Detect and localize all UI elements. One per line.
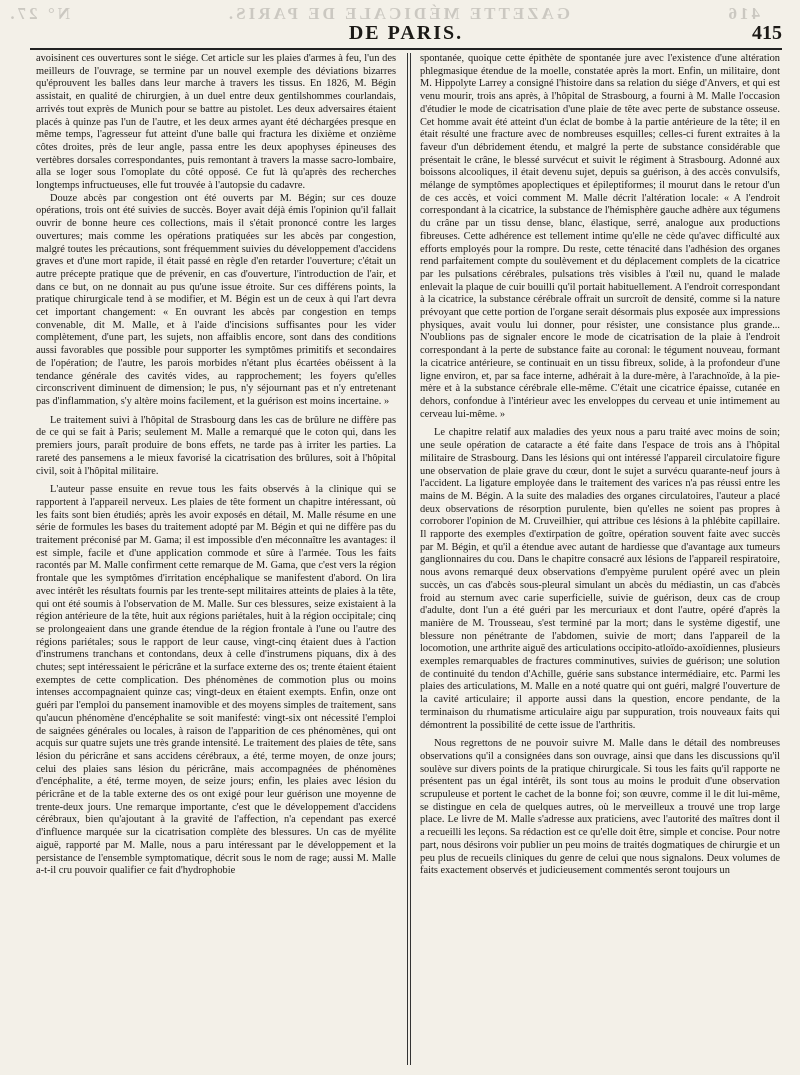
paragraph: spontanée, quoique cette épithète de spontanée jure avec l'existence d'une altération phlegmasique étendue de la moelle, constatée après la mort. Enfin, un militaire, dont M. Hippolyte Larrey a consigné l'histoire dans sa relation du siége d'Anvers, et qui est venu mourir, trois ans après, à l'hôpital de Strasbourg, a fourni à M. Malle l'occasion d'étudier le mode de cicatrisation d'une plaie de tête avec perte de substance osseuse. Cet homme avait été atteint d'un éclat de bombe à la partie antérieure de la tête; il en était résulté une fracture avec de nombreuses esquilles; celles-ci furent extraites à la faveur d'un débridement étendu, et malgré la perte de substance considérable que présentait le crâne, le blessé survécut et suivit le régiment à Strasbourg. Adonné aux boissons alcooliques, il était devenu sujet, depuis sa guérison, à des accès convulsifs, mélange de symptômes apoplectiques et épileptiformes; il mourut dans le retour d'un de ces accès, et voici comment M. Malle décrit l'altération locale: « A l'endroit correspondant à la cicatrice, la substance de l'hémisphère gauche adhère aux tégumens du crâne par un tissu dense, blanc, élastique, serré, analogue aux productions fibreuses. Cette adhérence est tellement intime qu'elle ne cède qu'avec difficulté aux efforts employés pour la rompre. Du reste, cette ténacité dans l'adhésion des organes rend parfaitement compte du soulèvement et du déplacement complets de la cicatrice par les pulsations cérébrales, pulsations très visibles à l'œil nu, quand le malade enlevait la plaque de cuir bouilli qu'il portait habituellement. A l'endroit correspondant à la cicatrice, la substance cérébrale offrait un surcroît de densité, comme si la nature prévoyant que cette portion de l'organe serait désormais plus exposée aux impressions physiques, avait voulu lui donner, pour résister, une consistance plus grande... N'oublions pas de signaler encore le mode de cicatrisation de la plaie à l'endroit correspondant à la perte de substance faite au coronal: le tégument nouveau, formant la cicatrice antérieure, se continuait en un tissu fibreux, solide, à la profondeur d'une ligne environ, et, par sa face interne, adhérait à la dure-mère, à l'arachnoïde, à la pie-mère et à la substance cérébrale elle-même. C'était une cicatrice épaisse, cutanée en dehors, confondue à l'intérieur avec les enveloppes du cerveau et unie intimement au cerveau lui-même. » [420, 53, 780, 420]
paragraph: Le traitement suivi à l'hôpital de Strasbourg dans les cas de brûlure ne diffère pas de ce qui se fait à Paris; seulement M. Malle a remarqué que le coton qui, dans les premiers jours, paraît produire de bons effets, ne tarde pas à irriter les parties. La rareté des pansemens a le mieux favorisé la cicatrisation des brûlures, soit à l'hôpital civil, soit à l'hôpital militaire. [36, 414, 396, 477]
paragraph: Douze abcès par congestion ont été ouverts par M. Bégin; sur ces douze opérations, trois ont été suivies de succès. Boyer avait déjà émis l'opinion qu'il fallait ouvrir de bonne heure ces collections, mais il s'était prononcé contre les larges ouvertures; mais comme les opérations pratiquées sur les abcès par congestion, malgré toutes les précautions, sont fréquemment suivies du développement d'accidens graves et d'une mort rapide, il était passé en règle d'en retarder l'ouverture; c'était un autre précepte pratique que de prévenir, en cas d'ouverture, l'introduction de l'air, et dans ce but, on ne donnait au pus qu'une issue étroite. Sur ces différens points, la pratique chirurgicale tend à se modifier, et M. Bégin est un de ceux à qui l'art devra cet important changement: « En ouvrant les abcès par congestion en temps convenable, dit M. Malle, et à l'aide d'incisions suffisantes pour les vider complètement, d'une part, les sujets, non affaiblis encore, sont dans des conditions aussi favorables que possible pour supporter les symptômes primitifs et secondaires de l'opération; de l'autre, les parois morbides n'étant plus écartées obéissent à la tendance générale des cavités vides, au rapprochement; les foyers qu'elles circonscrivent diminuent de dimension; le pus, n'y séjournant pas et n'y entretenant pas d'inflammation, s'y altère moins facilement, et la guérison est moins incertaine. » [36, 192, 396, 407]
column-divider [407, 53, 408, 1065]
bleed-right: N° 27. [7, 4, 70, 23]
bleed-center: GAZETTE MÉDICALE DE PARIS. [225, 4, 570, 23]
bleed-left: 416 [725, 4, 760, 23]
header-rule [30, 48, 782, 50]
page-title: DE PARIS. [348, 22, 464, 44]
page-number: 415 [752, 22, 782, 44]
right-column [420, 53, 780, 1065]
column-divider [410, 53, 411, 1065]
page-header [30, 22, 782, 46]
left-column [36, 53, 396, 1065]
paragraph: L'auteur passe ensuite en revue tous les faits observés à la clinique qui se rapportent à l'appareil nerveux. Les plaies de tête forment un chapitre intéressant, où les faits sont bien étudiés; après les avoir exposés en détail, M. Malle résume en une série de formules les bases du traitement adopté par M. Bégin et qui ne diffère pas du traitement préconisé par M. Gama; il est impossible d'en méconnaître les avantages: il est simple, facile et d'une application commode et sûre à l'armée. Tous les faits racontés par M. Malle confirment cette remarque de M. Gama, que c'est vers la région frontale que les symptômes d'irritation encéphalique se manifestent d'abord. On lira avec intérêt les résultats fournis par les trente-sept militaires atteints de plaies à la tête, qui ont été soumis à l'observation de M. Malle. Sur ces blessures, seize existaient à la région antérieure de la tête, huit aux régions pariétales, huit à la région occipitale; cinq se prolongeaient dans une grande étendue de la région frontale à l'une ou l'autre des régions pariétales; sous le rapport de leur cause, vingt-cinq étaient dues à l'action d'instrumens tranchans et contondans, deux à celle d'instrumens piquans, dix à des chutes; sept intéressaient le péricrâne et la surface externe des os; trente étaient étaient exemptes de cette complication. Des phénomènes de commotion plus ou moins intenses accompagnaient quinze cas; vingt-deux en étaient exempts. Enfin, onze ont guéri par l'emploi du pansement inamovible et des moyens simples de traitement, sans qu'aucun phénomène d'encéphalite se soit manifesté: vingt-six ont nécessité l'emploi de saignées générales ou locales, à raison de l'apparition de ces phénomènes, qui ont acquis sur quatre sujets une très grande intensité. Le traitement des plaies de tête, sans lésion du péricrâne et sans accidens cérébraux, a été, terme moyen, de onze jours; celui des plaies sans lésion du péricrâne, mais accompagnées de phénomènes d'encéphalite, a été, terme moyen, de seize jours; enfin, les plaies avec lésion du péricrâne et de la table externe des os ont exigé pour leur guérison une moyenne de trente-deux jours. Une remarque importante, c'est que le développement d'accidens cérébraux, bien qu'ajoutant à la gravité de l'affection, n'a cependant pas exercé d'influence marquée sur la cicatrisation complète des blessures. Un cas de myélite aiguë, rapporté par M. Malle, nous a paru intéressant par le développement et la persistance de l'ensemble symptomatique, décrit sous le nom de rage; aussi M. Malle a-t-il cru pouvoir qualifier ce fait d'hydrophobie [36, 484, 396, 877]
paragraph: Le chapitre relatif aux maladies des yeux nous a paru traité avec moins de soin; une seule opération de cataracte a été faite dans l'espace de trois ans à l'hôpital militaire de Strasbourg. Dans les lésions qui ont intéressé l'appareil circulatoire figure une observation de plaie grave du cœur, dont le sujet a survécu quarante-neuf jours à l'accident. La ligature employée dans le traitement des varices n'a pas réussi entre les mains de M. Bégin. A la suite des maladies des organes circulatoires, l'auteur a placé deux observations de résorption purulente, bien qu'elles ne soient pas propres à corroborer l'opinion de M. Cruveilhier, qui attribue ces lésions à la phlébite capillaire. Il rapporte des exemples d'extirpation de goître, opération souvent faite avec succès par M. Bégin, et qu'il a étendue avec autant de hardiesse que d'avantage aux tumeurs ganglionnaires du cou. Dans le chapitre consacré aux lésions de l'appareil respiratoire, nous avons remarqué deux observations d'empyème purulent opéré avec un plein succès, un cas d'abcès sous-pleural simulant un abcès du médiastin, un cas d'abcès froid au sternum avec carie superficielle, suivie de guérison, deux cas de croup d'adulte, dont l'un a été guéri par les mercuriaux et dont l'autre, opéré d'après la manière de M. Trousseau, s'est terminé par la mort; dans le système digestif, une blessure non pénétrante de l'abdomen, suivie de mort; dans l'appareil de la locomotion, une arthrite aiguë des articulations occipito-atloïdo-axoïdiennes, plusieurs exemples remarquables de fractures comminutives, suivies de guérison; une solution de continuité du tendon d'Achille, guérie sans substance intermédiaire, etc. Parmi les plaies des articulations, M. Malle en a noté quatre qui ont guéri, malgré l'ouverture de la cavité articulaire; il apporte aussi dans la question, encore pendante, de la terminaison du rhumatisme articulaire aigu par suppuration, trois nouveaux faits qui démontrent la possibilité de cette issue de l'arthritis. [420, 427, 780, 731]
paragraph: avoisinent ces ouvertures sont le siége. Cet article sur les plaies d'armes à feu, l'un des meilleurs de l'ouvrage, se termine par un nouvel exemple des déviations bizarres qu'éprouvent les balles dans leur marche à travers les tissus. En 1826, M. Bégin assistait, en qualité de chirurgien, à un duel entre deux gentilshommes courlandais, arrivés tout exprès de Munich pour se battre au pistolet. Les deux adversaires étaient placés à quinze pas l'un de l'autre, et les deux armes ayant été déchargées presque en même temps, l'agresseur fut atteint d'une balle qui fractura les dixième et onzième côtes droites, près de leur angle, passa entre les deux apophyses épineuses des vertèbres dorsales correspondantes, puis remontant à travers la masse sacro-lombaire, alla se loger sous l'omoplate du côté opposé. Ce fut là qu'après des recherches longtemps infructueuses, elle fut trouvée à l'autopsie du cadavre. [36, 53, 396, 192]
paragraph: Nous regrettons de ne pouvoir suivre M. Malle dans le détail des nombreuses observations qu'il a consignées dans son ouvrage, ainsi que dans les discussions qu'il soulève sur divers points de la pratique chirurgicale. Si tous les faits qu'il rapporte ne présentent pas un égal intérêt, ils sont tous au moins le produit d'une observation scrupuleuse et portent le cachet de la bonne foi; son œuvre, comme il le dit lui-même, se distingue en cela de quelques autres, où le merveilleux a trouvé une trop large place. Le livre de M. Malle s'adresse aux praticiens, avec l'autorité des maîtres dont il a recueilli les leçons. Sa rédaction est ce qu'elle doit être, simple et concise. Pour notre part, nous désirons voir publier un peu moins de traités dogmatiques de chirurgie et un peu plus de recueils cliniques du genre de celui que nous signalons. Deux volumes de faits exactement observés et judicieusement commentés seront toujours un [420, 738, 780, 877]
